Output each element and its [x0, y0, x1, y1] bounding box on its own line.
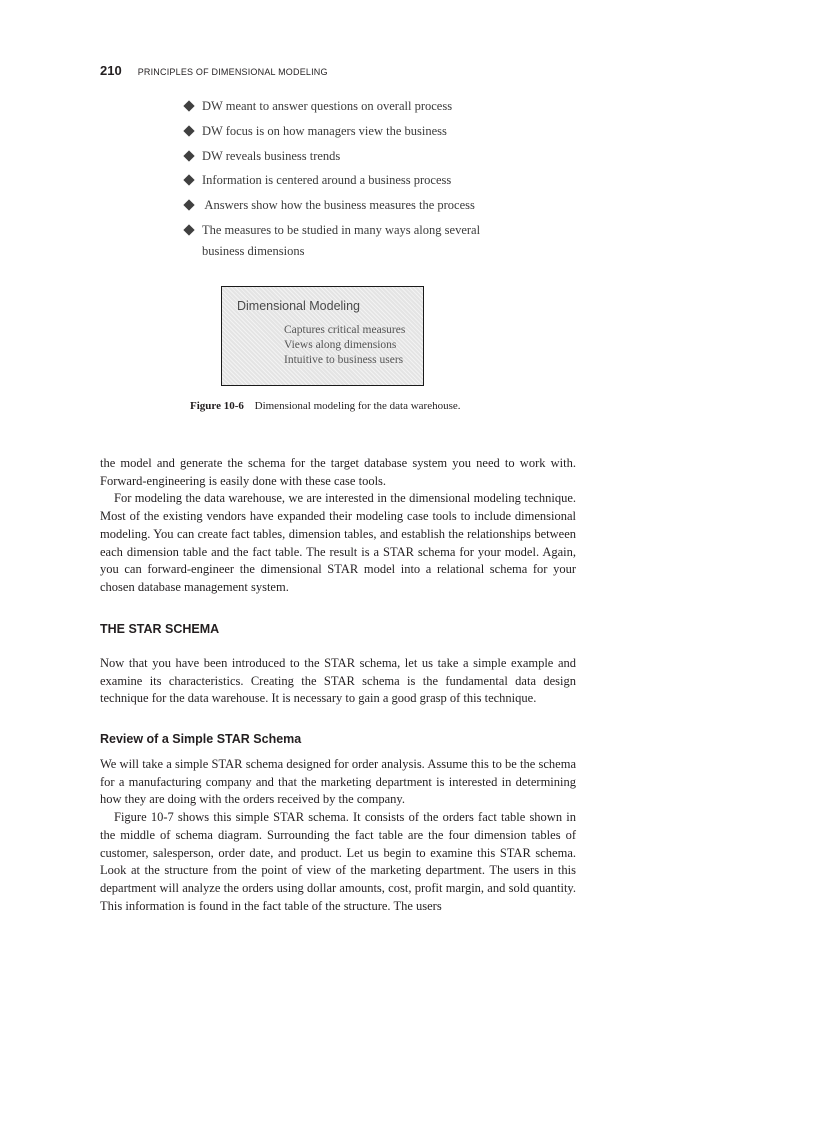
figure-box: [221, 286, 424, 386]
list-item-text: DW reveals business trends: [202, 148, 341, 163]
paragraph: the model and generate the schema for the target database system you need to work with. Forward-engineering is easily done with these case tools.: [100, 456, 576, 488]
diamond-bullet-icon: [183, 224, 194, 235]
body-text-section: [100, 655, 576, 708]
figure-lines: [284, 323, 405, 367]
subsection-heading: Review of a Simple STAR Schema: [100, 732, 302, 746]
paragraph: Now that you have been introduced to the STAR schema, let us take a simple example and examine its characteristics. Creating the STAR schema is the fundamental data design technique for the data warehouse. It is necessary to gain a good grasp of this technique.: [100, 656, 576, 706]
list-item: [182, 96, 522, 121]
running-head: [100, 62, 328, 80]
figure-line: Views along dimensions: [284, 338, 397, 351]
paragraph: For modeling the data warehouse, we are interested in the dimensional modeling technique. Most of the existing vendors have expanded their modeling case tools to include dimensional modeling. You can create fact tables, dimension tables, and establish the relationships between each dimension table and the fact table. The result is a STAR schema for your model. Again, you can forward-engineer the dimensional STAR model into a relational schema for your chosen database management system.: [100, 491, 576, 594]
figure-line: Intuitive to business users: [284, 353, 404, 366]
bullet-list: [182, 96, 522, 262]
figure-caption: [190, 400, 461, 412]
list-item-line: business dimensions: [202, 243, 305, 258]
figure-caption-text: Dimensional modeling for the data warehouse.: [254, 400, 461, 412]
section-heading: THE STAR SCHEMA: [100, 622, 220, 636]
diamond-bullet-icon: [183, 100, 194, 111]
body-text-subsection: [100, 756, 576, 915]
list-item: [182, 146, 522, 171]
list-item: [182, 121, 522, 146]
running-title: PRINCIPLES OF DIMENSIONAL MODELING: [137, 67, 328, 77]
body-text-top: [100, 455, 576, 597]
figure-heading: Dimensional Modeling: [237, 299, 360, 313]
diamond-bullet-icon: [183, 175, 194, 186]
diamond-bullet-icon: [183, 200, 194, 211]
diamond-bullet-icon: [183, 150, 194, 161]
list-item: [182, 195, 522, 220]
diamond-bullet-icon: [183, 125, 194, 136]
list-item-line: The measures to be studied in many ways along several: [202, 222, 481, 237]
figure-caption-label: Figure 10-6: [190, 400, 244, 412]
paragraph: We will take a simple STAR schema designed for order analysis. Assume this to be the schema for a manufacturing company and that the marketing department is interested in determining how they are doing with the orders received by the company.: [100, 757, 576, 807]
list-item-text: DW focus is on how managers view the business: [202, 123, 447, 138]
list-item: [182, 170, 522, 195]
list-item: [182, 220, 522, 262]
page-number: 210: [100, 63, 122, 78]
list-item-text: [202, 220, 480, 262]
list-item-text: Answers show how the business measures the process: [202, 198, 475, 213]
figure-line: Captures critical measures: [284, 324, 406, 336]
list-item-text: Information is centered around a business process: [202, 173, 452, 188]
list-item-text: DW meant to answer questions on overall process: [202, 99, 453, 113]
paragraph: Figure 10-7 shows this simple STAR schema. It consists of the orders fact table shown in the middle of schema diagram. Surrounding the fact table are the four dimension tables of customer, salesperson, order date, and product. Let us begin to examine this STAR schema. Look at the structure from the point of view of the marketing department. The users in this department will analyze the orders using dollar amounts, cost, profit margin, and sold quantity. This information is found in the fact table of the structure. The users: [100, 810, 576, 913]
